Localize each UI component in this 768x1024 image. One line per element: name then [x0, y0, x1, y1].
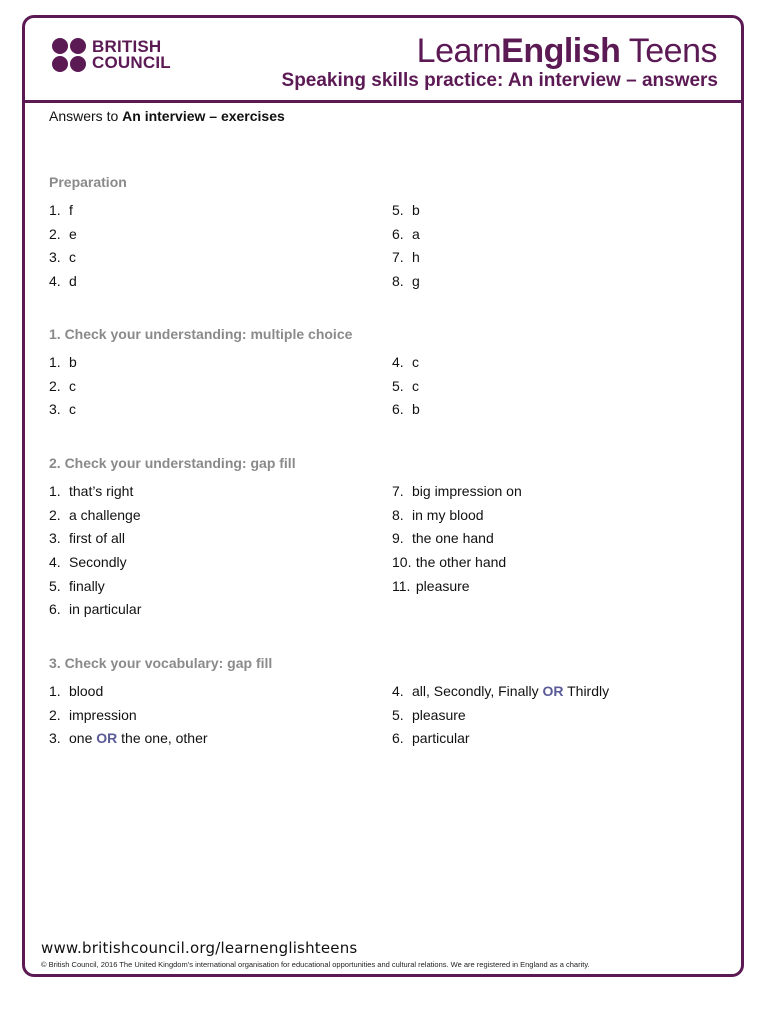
list-item: 1. b: [49, 354, 77, 370]
multiple-choice-right-column: [392, 351, 420, 422]
list-item: 2. impression: [49, 706, 137, 723]
section-heading-vocabulary: 3. Check your vocabulary: gap fill: [49, 655, 273, 671]
list-item: 4. d: [49, 273, 77, 290]
list-item: 8. g: [392, 273, 420, 290]
list-item: 3. c: [49, 401, 76, 418]
list-item: 1. blood: [49, 683, 104, 699]
logo-teens: Teens: [620, 32, 717, 70]
logo-english: English: [501, 32, 621, 70]
list-item: 4. all, Secondly, Finally OR Thirdly: [392, 683, 610, 699]
intro-line: [49, 108, 285, 124]
or-keyword: OR: [96, 730, 118, 747]
list-item: 6. particular: [392, 730, 470, 747]
intro-strong: An interview – exercises: [122, 108, 285, 124]
brand-line2: COUNCIL: [92, 53, 171, 72]
list-item: 10. the other hand: [392, 554, 507, 571]
list-item: 5. pleasure: [392, 706, 466, 723]
list-item: 5. c: [392, 377, 419, 394]
list-item: 2. e: [49, 225, 77, 242]
list-item: 4. c: [392, 354, 419, 370]
list-item: 8. in my blood: [392, 506, 484, 523]
logo-learn: Learn: [416, 32, 502, 70]
list-item: 6. a: [392, 225, 420, 242]
preparation-left-column: [49, 199, 77, 294]
list-item: 5. finally: [49, 577, 105, 594]
intro-prefix: Answers to: [49, 108, 123, 124]
page-header: [25, 18, 741, 103]
list-item: 2. c: [49, 377, 76, 394]
list-item: 3. one OR the one, other: [49, 730, 208, 747]
footer-url: www.britishcouncil.org/learnenglishteens: [41, 939, 358, 957]
vocabulary-right-column: [392, 680, 609, 751]
list-item: 9. the one hand: [392, 530, 494, 547]
list-item: 1. that’s right: [49, 483, 134, 499]
section-heading-gap-fill: 2. Check your understanding: gap fill: [49, 455, 296, 471]
list-item: 3. c: [49, 249, 76, 266]
list-item: 7. big impression on: [392, 483, 522, 499]
gap-fill-right-column: [392, 480, 522, 598]
section-heading-preparation: Preparation: [49, 174, 127, 190]
list-item: 6. b: [392, 401, 420, 418]
list-item: 1. f: [49, 202, 73, 218]
gap-fill-left-column: [49, 480, 141, 622]
list-item: 6. in particular: [49, 601, 142, 618]
list-item: 11. pleasure: [392, 577, 470, 594]
footer-copyright: © British Council, 2016 The United Kingdom’s international organisation for educational opportunities and cultural relations. We are registered in England as a charity.: [41, 960, 590, 969]
multiple-choice-left-column: [49, 351, 77, 422]
brand-line1: BRITISH: [92, 37, 162, 56]
list-item: 5. b: [392, 202, 420, 218]
list-item: 7. h: [392, 249, 420, 266]
list-item: 4. Secondly: [49, 554, 127, 571]
section-heading-multiple-choice: 1. Check your understanding: multiple choice: [49, 326, 353, 342]
list-item: 2. a challenge: [49, 506, 141, 523]
preparation-right-column: [392, 199, 420, 294]
or-keyword: OR: [542, 683, 564, 699]
list-item: 3. first of all: [49, 530, 126, 547]
learnenglish-teens-logo: [417, 32, 717, 70]
british-council-logo: [52, 38, 171, 72]
document-title: Speaking skills practice: An interview – answers: [281, 70, 718, 91]
vocabulary-left-column: [49, 680, 208, 751]
logo-dots-icon: [52, 38, 86, 72]
